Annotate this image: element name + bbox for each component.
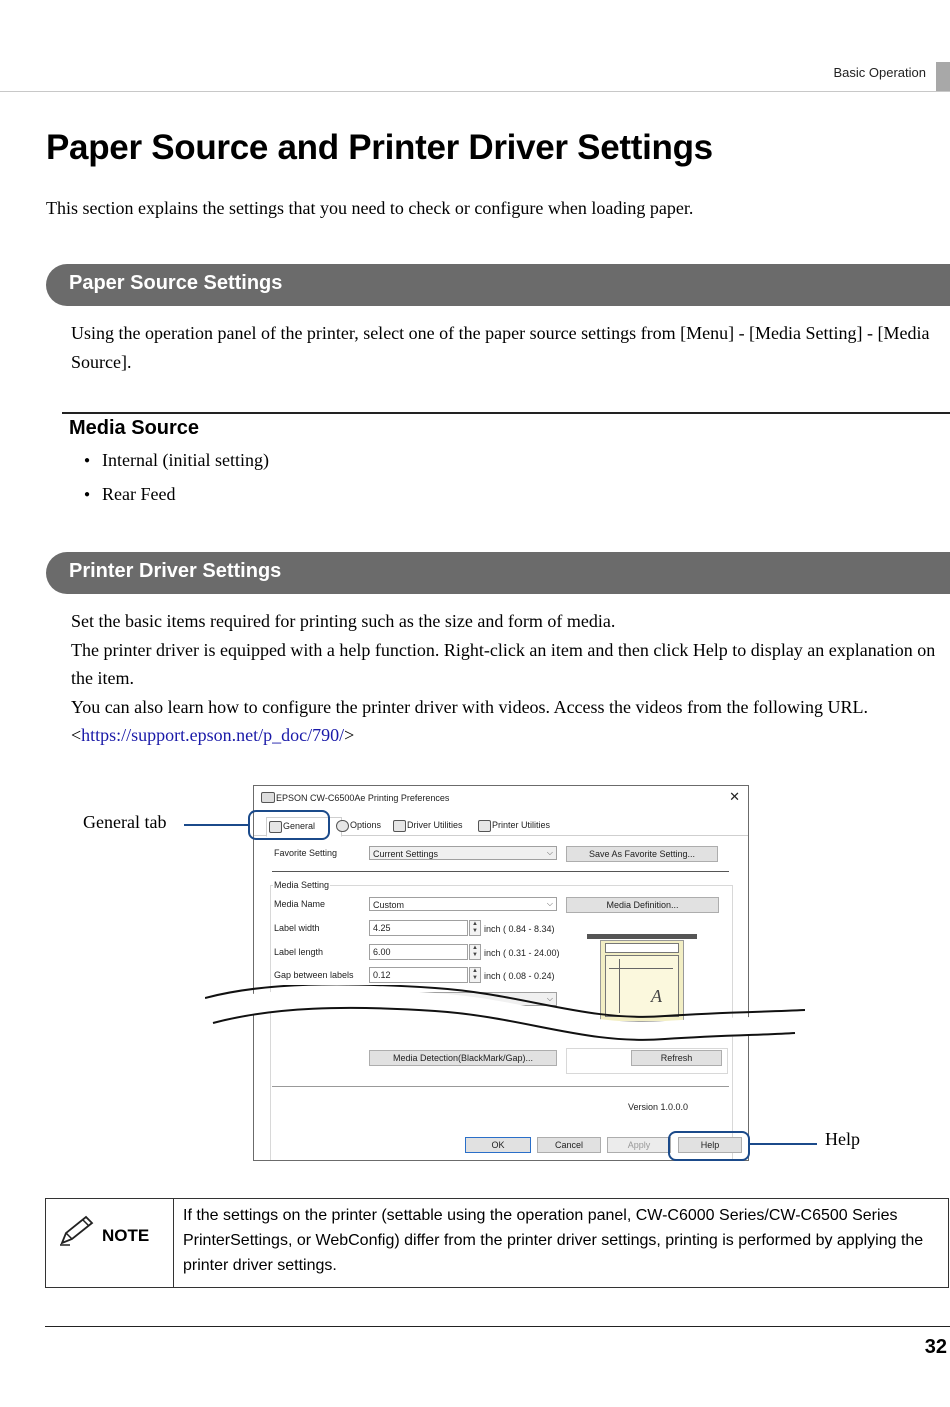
- url-open-bracket: <: [71, 725, 82, 745]
- label-length-stepper[interactable]: ▲ ▼: [469, 944, 481, 960]
- driver-url-line: [71, 721, 947, 750]
- pencil-icon: [58, 1215, 96, 1247]
- gap-between-labels-label: Gap between labels: [274, 970, 354, 980]
- paper-source-paragraph: Using the operation panel of the printer, select one of the paper source settings from [Menu] - [Media Setting] - [Media Source].: [71, 323, 930, 372]
- refresh-button[interactable]: Refresh: [631, 1050, 722, 1066]
- help-button-highlight: [668, 1131, 750, 1161]
- preview-letter: A: [651, 986, 662, 1006]
- cancel-button[interactable]: Cancel: [537, 1137, 601, 1153]
- dialog-title: EPSON CW-C6500Ae Printing Preferences: [276, 793, 450, 803]
- close-icon[interactable]: ✕: [729, 789, 740, 804]
- media-setting-group-label: Media Setting: [274, 880, 330, 890]
- apply-button[interactable]: Apply: [607, 1137, 671, 1153]
- media-source-heading: Media Source: [69, 417, 200, 439]
- media-preview-roller: [587, 934, 697, 939]
- figure-break-wave: [205, 985, 805, 1050]
- driver-utilities-tab-icon: [393, 820, 406, 832]
- gap-between-labels-input[interactable]: 0.12: [369, 967, 468, 983]
- favorite-setting-label: Favorite Setting: [274, 848, 338, 858]
- ok-button[interactable]: OK: [465, 1137, 531, 1153]
- tab-label: Options: [350, 820, 382, 830]
- media-name-label: Media Name: [274, 899, 326, 909]
- video-url-link[interactable]: https://support.epson.net/p_doc/790/: [81, 725, 345, 745]
- chevron-down-icon: ⌵: [546, 848, 553, 857]
- note-text: If the settings on the printer (settable using the operation panel, CW-C6000 Series/CW-C6500 Series PrinterSettings, or WebConfig) differ from the printer driver settings, printing is performed by applying the printer driver settings.: [183, 1207, 924, 1274]
- media-detection-button[interactable]: Media Detection(BlackMark/Gap)...: [369, 1050, 557, 1066]
- note-divider: [173, 1199, 174, 1287]
- divider: [272, 1086, 729, 1087]
- tab-label: Printer Utilities: [492, 820, 551, 830]
- media-name-select[interactable]: [369, 897, 557, 911]
- driver-line-1: Set the basic items required for printing such as the size and form of media.: [71, 611, 616, 631]
- label-gap-marker: [605, 943, 679, 953]
- general-tab-highlight: [248, 810, 330, 840]
- printing-preferences-dialog: [253, 785, 749, 1161]
- list-item: ● Internal (initial setting): [84, 450, 269, 484]
- options-tab-icon: [336, 820, 349, 832]
- callout-help: Help: [825, 1129, 860, 1149]
- label-width-label: Label width: [274, 923, 320, 933]
- save-as-favorite-button[interactable]: Save As Favorite Setting...: [566, 846, 718, 862]
- printer-icon: [261, 792, 275, 803]
- note-box: [45, 1198, 949, 1288]
- chevron-down-icon: ⌵: [546, 899, 553, 908]
- url-close-bracket: >: [344, 725, 355, 745]
- note-label: NOTE: [102, 1226, 150, 1245]
- favorite-setting-select[interactable]: [369, 846, 557, 860]
- divider: [272, 871, 729, 872]
- subheading-rule: [62, 412, 950, 414]
- media-name-value: Custom: [373, 900, 405, 910]
- header-rule: [0, 91, 950, 92]
- section-heading-text: Printer Driver Settings: [69, 560, 282, 582]
- label-length-range: inch ( 0.31 - 24.00): [484, 948, 560, 958]
- media-source-list: [84, 450, 269, 517]
- label-width-input[interactable]: 4.25: [369, 920, 468, 936]
- list-item: ● Rear Feed: [84, 484, 269, 518]
- chevron-down-icon: ⌵: [546, 994, 553, 1003]
- tab-driver-utilities[interactable]: [391, 817, 483, 834]
- favorite-setting-value: Current Settings: [373, 849, 439, 859]
- driver-line-3: You can also learn how to configure the printer driver with videos. Access the videos from the following URL.: [71, 696, 869, 717]
- header-tab-marker: [936, 62, 950, 91]
- label-length-label: Label length: [274, 947, 324, 957]
- callout-line-help: [750, 1143, 817, 1145]
- gap-range: inch ( 0.08 - 0.24): [484, 971, 555, 981]
- label-width-stepper[interactable]: ▲ ▼: [469, 920, 481, 936]
- section-heading-paper-source: [46, 264, 950, 306]
- page-title: Paper Source and Printer Driver Settings: [46, 128, 713, 167]
- gap-stepper[interactable]: ▲ ▼: [469, 967, 481, 983]
- label-length-input[interactable]: 6.00: [369, 944, 468, 960]
- tab-label: Driver Utilities: [407, 820, 463, 830]
- section-heading-text: Paper Source Settings: [69, 272, 283, 294]
- footer-rule: [45, 1326, 950, 1327]
- tab-printer-utilities[interactable]: [476, 817, 572, 834]
- intro-paragraph: This section explains the settings that you need to check or configure when loading paper.: [46, 198, 694, 218]
- section-heading-printer-driver: [46, 552, 950, 594]
- help-button[interactable]: Help: [678, 1137, 742, 1153]
- driver-line-2: The printer driver is equipped with a help function. Right-click an item and then click Help to display an explanation on the item.: [71, 639, 936, 688]
- printer-utilities-tab-icon: [478, 820, 491, 832]
- tab-label: General: [283, 821, 316, 831]
- printer-driver-paragraph: [71, 607, 947, 750]
- page-number: 32: [924, 1336, 947, 1358]
- version-text: Version 1.0.0.0: [628, 1102, 689, 1112]
- label-width-range: inch ( 0.84 - 8.34): [484, 924, 555, 934]
- callout-general-tab: General tab: [83, 812, 167, 832]
- media-definition-button[interactable]: Media Definition...: [566, 897, 719, 913]
- callout-line-general: [184, 824, 248, 826]
- running-header: Basic Operation: [833, 65, 926, 80]
